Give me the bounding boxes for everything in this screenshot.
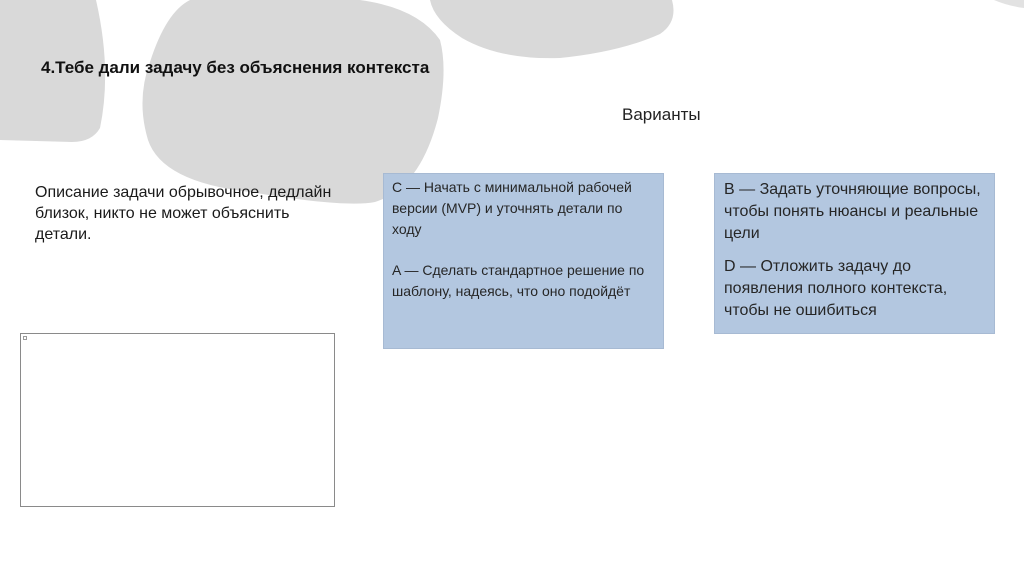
options-box-c-a [383,173,664,349]
option-a-text: A — Сделать стандартное решение по шаблону, надеясь, что оно подойдёт [392,262,645,299]
option-d-text: D — Отложить задачу до появления полного контекста, чтобы не ошибиться [724,258,948,319]
slide-title: 4.Тебе дали задачу без объяснения контекста [41,58,430,77]
option-b-text: B — Задать уточняющие вопросы, чтобы понять нюансы и реальные цели [724,181,981,242]
decor-shape-edge [994,0,1024,8]
spacer [392,240,655,260]
options-box-b-d [714,173,995,334]
image-placeholder [20,333,335,507]
broken-image-icon [23,336,27,340]
option-c-text: C — Начать с минимальной рабочей версии (MVP) и уточнять детали по ходу [392,179,632,237]
options-heading: Варианты [622,105,701,124]
task-description: Описание задачи обрывочное, дедлайн близок, никто не может объяснить детали. [35,184,332,243]
spacer [724,245,985,256]
decor-shape-right [430,0,674,58]
